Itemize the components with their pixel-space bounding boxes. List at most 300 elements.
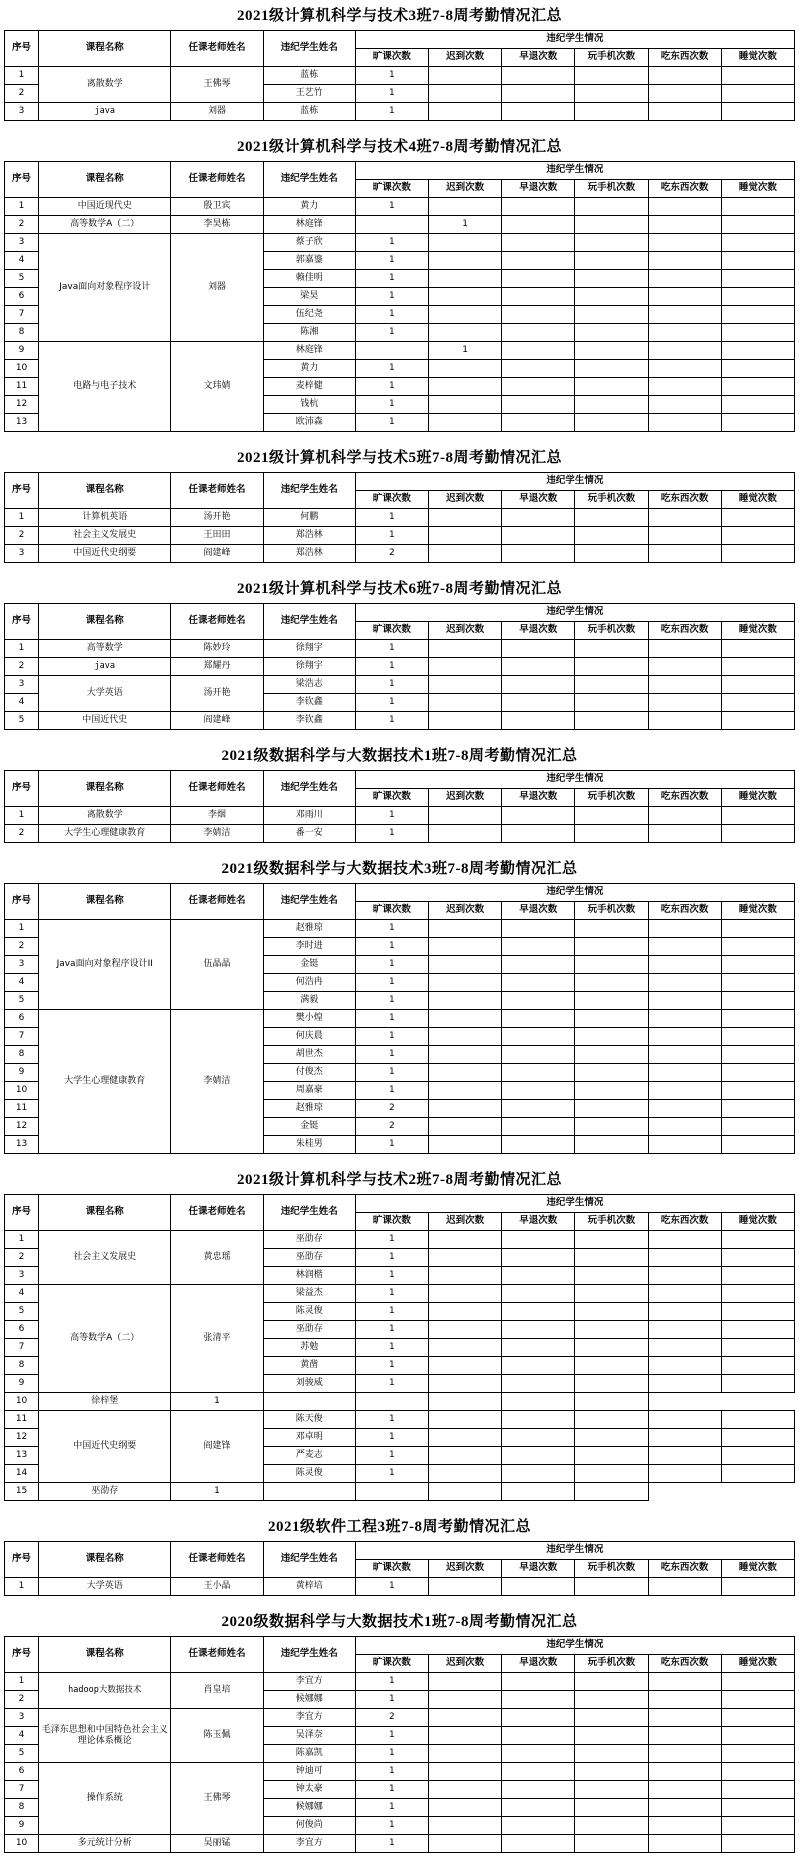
cell-student: 邓雨川 — [263, 807, 355, 825]
cell-violation-4 — [648, 1231, 721, 1249]
cell-student: 李宜方 — [263, 1709, 355, 1727]
cell-violation-5 — [721, 324, 794, 342]
header-course: 课程名称 — [39, 884, 171, 920]
cell-violation-4 — [648, 658, 721, 676]
cell-violation-5 — [721, 1321, 794, 1339]
cell-violation-3 — [575, 992, 648, 1010]
cell-violation-1 — [429, 992, 502, 1010]
header-student: 违纪学生姓名 — [263, 162, 355, 198]
cell-violation-3 — [429, 1483, 502, 1501]
header-violation-group: 违纪学生情况 — [355, 884, 794, 902]
cell-course: 多元统计分析 — [39, 1835, 171, 1853]
cell-violation-0: 2 — [355, 545, 428, 563]
cell-violation-5 — [721, 1118, 794, 1136]
cell-violation-5 — [721, 234, 794, 252]
cell-violation-4 — [648, 306, 721, 324]
cell-violation-5 — [721, 825, 794, 843]
cell-student: 黄力 — [263, 198, 355, 216]
cell-course: 大学生心理健康教育 — [39, 825, 171, 843]
cell-violation-2 — [502, 1028, 575, 1046]
cell-violation-5 — [721, 1411, 794, 1429]
cell-violation-0 — [355, 216, 428, 234]
cell-violation-4 — [648, 1763, 721, 1781]
cell-violation-1 — [429, 198, 502, 216]
cell-student: 郑浩林 — [263, 527, 355, 545]
cell-violation-5 — [721, 992, 794, 1010]
cell-violation-5 — [721, 306, 794, 324]
cell-violation-4 — [648, 270, 721, 288]
block-title: 2021级计算机科学与技术6班7-8周考勤情况汇总 — [237, 581, 562, 597]
cell-violation-0: 1 — [355, 306, 428, 324]
cell-violation-0: 1 — [355, 1429, 428, 1447]
cell-student: 周嘉豪 — [263, 1082, 355, 1100]
cell-violation-1 — [429, 527, 502, 545]
cell-no: 10 — [5, 1835, 39, 1853]
cell-violation-0: 1 — [355, 1781, 428, 1799]
cell-violation-5 — [721, 509, 794, 527]
cell-violation-5 — [721, 396, 794, 414]
cell-violation-2 — [502, 103, 575, 121]
cell-violation-1 — [429, 1447, 502, 1465]
header-violation-1: 迟到次数 — [429, 49, 502, 67]
cell-violation-2 — [502, 1046, 575, 1064]
cell-student: 徐翔宇 — [263, 658, 355, 676]
cell-violation-2 — [502, 640, 575, 658]
table-row — [5, 712, 795, 730]
cell-teacher: 伍晶晶 — [171, 920, 263, 1010]
header-violation-5: 睡觉次数 — [721, 1655, 794, 1673]
header-no: 序号 — [5, 884, 39, 920]
cell-violation-4 — [648, 1799, 721, 1817]
cell-violation-5 — [721, 712, 794, 730]
cell-student: 何浩冉 — [263, 974, 355, 992]
cell-student: 李宜方 — [263, 1835, 355, 1853]
cell-course: hadoop大数据技术 — [39, 1673, 171, 1709]
cell-violation-4 — [648, 342, 721, 360]
cell-no: 3 — [5, 676, 39, 694]
cell-violation-1 — [429, 1010, 502, 1028]
cell-student: 番一安 — [263, 825, 355, 843]
cell-student: 梁浩志 — [263, 676, 355, 694]
cell-violation-3 — [575, 378, 648, 396]
cell-violation-4 — [648, 527, 721, 545]
header-violation-0: 旷课次数 — [355, 902, 428, 920]
cell-student: 巫劭存 — [39, 1483, 171, 1501]
cell-violation-2 — [502, 938, 575, 956]
cell-course: 高等数学A（二） — [39, 1285, 171, 1393]
header-course: 课程名称 — [39, 1542, 171, 1578]
table-row — [5, 1483, 795, 1501]
header-violation-2: 早退次数 — [502, 491, 575, 509]
attendance-block — [4, 1511, 795, 1596]
table-row — [5, 658, 795, 676]
cell-teacher: 吴丽锰 — [171, 1835, 263, 1853]
cell-violation-1 — [429, 288, 502, 306]
header-violation-4: 吃东西次数 — [648, 622, 721, 640]
cell-violation-3 — [575, 1118, 648, 1136]
table-row — [5, 342, 795, 360]
table-row — [5, 1673, 795, 1691]
header-student: 违纪学生姓名 — [263, 604, 355, 640]
cell-violation-2 — [502, 1357, 575, 1375]
cell-no: 7 — [5, 1028, 39, 1046]
cell-teacher: 陈玉佩 — [171, 1709, 263, 1763]
cell-violation-3 — [575, 1028, 648, 1046]
table-row — [5, 545, 795, 563]
cell-violation-5 — [721, 1835, 794, 1853]
cell-violation-1 — [429, 1673, 502, 1691]
cell-violation-0: 1 — [355, 938, 428, 956]
cell-student: 付俊杰 — [263, 1064, 355, 1082]
cell-violation-2 — [502, 1727, 575, 1745]
cell-student: 黄力 — [263, 360, 355, 378]
cell-no: 7 — [5, 1781, 39, 1799]
header-violation-0: 旷课次数 — [355, 789, 428, 807]
cell-no: 5 — [5, 270, 39, 288]
cell-violation-5 — [721, 1136, 794, 1154]
cell-violation-1 — [429, 1249, 502, 1267]
cell-violation-1 — [429, 1745, 502, 1763]
cell-teacher: 刘器 — [171, 103, 263, 121]
cell-no: 1 — [5, 67, 39, 85]
attendance-block — [4, 573, 795, 730]
header-violation-2: 早退次数 — [502, 789, 575, 807]
cell-violation-5 — [721, 1064, 794, 1082]
header-violation-group: 违纪学生情况 — [355, 473, 794, 491]
cell-violation-5 — [721, 938, 794, 956]
header-course: 课程名称 — [39, 604, 171, 640]
cell-student: 赵雅琼 — [263, 920, 355, 938]
cell-violation-4 — [648, 1249, 721, 1267]
cell-violation-4 — [648, 1100, 721, 1118]
header-no: 序号 — [5, 31, 39, 67]
header-violation-2: 早退次数 — [502, 902, 575, 920]
cell-no: 2 — [5, 1249, 39, 1267]
cell-teacher: 郑耀丹 — [171, 658, 263, 676]
cell-violation-5 — [721, 807, 794, 825]
cell-student: 黄凿 — [263, 1357, 355, 1375]
attendance-block — [4, 853, 795, 1154]
cell-student: 欧沛森 — [263, 414, 355, 432]
cell-violation-1 — [429, 1578, 502, 1596]
cell-violation-3 — [575, 1010, 648, 1028]
cell-violation-4 — [648, 234, 721, 252]
header-violation-0: 旷课次数 — [355, 1655, 428, 1673]
header-course: 课程名称 — [39, 162, 171, 198]
cell-student: 陈灵俊 — [263, 1303, 355, 1321]
cell-violation-1 — [429, 694, 502, 712]
cell-violation-2 — [502, 1799, 575, 1817]
cell-violation-2 — [502, 1375, 575, 1393]
cell-violation-0: 1 — [355, 252, 428, 270]
cell-student: 朱桂男 — [263, 1136, 355, 1154]
cell-violation-4 — [648, 1285, 721, 1303]
cell-violation-1 — [429, 1709, 502, 1727]
cell-violation-4 — [648, 1010, 721, 1028]
header-course: 课程名称 — [39, 1637, 171, 1673]
cell-no: 11 — [5, 1100, 39, 1118]
cell-violation-0: 2 — [355, 1100, 428, 1118]
cell-no: 6 — [5, 1763, 39, 1781]
header-violation-5: 睡觉次数 — [721, 622, 794, 640]
cell-violation-4 — [648, 676, 721, 694]
cell-violation-4 — [648, 694, 721, 712]
header-violation-1: 迟到次数 — [429, 1560, 502, 1578]
cell-violation-3 — [575, 306, 648, 324]
cell-violation-5 — [721, 1447, 794, 1465]
cell-violation-0: 1 — [355, 1727, 428, 1745]
header-violation-5: 睡觉次数 — [721, 1560, 794, 1578]
cell-violation-1 — [429, 1817, 502, 1835]
header-teacher: 任课老师姓名 — [171, 604, 263, 640]
cell-violation-0: 1 — [355, 1817, 428, 1835]
cell-violation-4 — [648, 1578, 721, 1596]
header-course: 课程名称 — [39, 473, 171, 509]
cell-student: 蓝栋 — [263, 103, 355, 121]
table-row — [5, 216, 795, 234]
cell-violation-2 — [502, 1745, 575, 1763]
cell-violation-1 — [429, 1429, 502, 1447]
cell-violation-3 — [575, 1375, 648, 1393]
cell-student: 王艺竹 — [263, 85, 355, 103]
cell-no: 7 — [5, 306, 39, 324]
cell-student: 陈灵俊 — [263, 1465, 355, 1483]
table-row — [5, 1231, 795, 1249]
table-row — [5, 1411, 795, 1429]
cell-violation-0: 1 — [355, 414, 428, 432]
cell-violation-3 — [575, 712, 648, 730]
cell-violation-1 — [429, 545, 502, 563]
cell-violation-0: 1 — [355, 1835, 428, 1853]
cell-violation-4 — [648, 1303, 721, 1321]
cell-violation-5 — [721, 1727, 794, 1745]
header-violation-3: 玩手机次数 — [575, 49, 648, 67]
cell-violation-5 — [721, 1429, 794, 1447]
cell-violation-0: 1 — [355, 378, 428, 396]
cell-violation-4 — [648, 252, 721, 270]
cell-violation-0: 1 — [355, 1267, 428, 1285]
cell-violation-4 — [648, 640, 721, 658]
cell-violation-0: 1 — [355, 1136, 428, 1154]
header-violation-0: 旷课次数 — [355, 180, 428, 198]
cell-student: 梁昊 — [263, 288, 355, 306]
cell-violation-1 — [429, 324, 502, 342]
cell-violation-2 — [502, 1447, 575, 1465]
cell-no: 8 — [5, 324, 39, 342]
cell-student: 何庆晨 — [263, 1028, 355, 1046]
cell-student: 陈天俊 — [263, 1411, 355, 1429]
cell-violation-3 — [575, 1799, 648, 1817]
header-student: 违纪学生姓名 — [263, 884, 355, 920]
cell-course: 大学生心理健康教育 — [39, 1010, 171, 1154]
cell-violation-5 — [721, 1339, 794, 1357]
cell-violation-2 — [502, 1673, 575, 1691]
cell-violation-0: 1 — [355, 1028, 428, 1046]
header-violation-3: 玩手机次数 — [575, 622, 648, 640]
cell-violation-3 — [575, 1691, 648, 1709]
cell-teacher: 阎建峰 — [171, 545, 263, 563]
cell-violation-0: 1 — [355, 1673, 428, 1691]
cell-violation-5 — [721, 1709, 794, 1727]
cell-violation-5 — [721, 1745, 794, 1763]
cell-violation-4 — [648, 1691, 721, 1709]
cell-violation-4 — [648, 956, 721, 974]
cell-student: 樊小煌 — [263, 1010, 355, 1028]
header-teacher: 任课老师姓名 — [171, 162, 263, 198]
header-violation-1: 迟到次数 — [429, 902, 502, 920]
table-row — [5, 103, 795, 121]
table-row — [5, 825, 795, 843]
cell-student: 李钦鑫 — [263, 694, 355, 712]
cell-violation-2 — [502, 1781, 575, 1799]
cell-violation-4 — [502, 1483, 575, 1501]
cell-violation-1 — [429, 103, 502, 121]
cell-teacher: 王田田 — [171, 527, 263, 545]
cell-teacher: 王佛琴 — [171, 67, 263, 103]
header-violation-5: 睡觉次数 — [721, 789, 794, 807]
table-row — [5, 920, 795, 938]
cell-teacher: 李烟 — [171, 807, 263, 825]
cell-violation-4 — [648, 1781, 721, 1799]
cell-no: 1 — [5, 198, 39, 216]
cell-no: 3 — [5, 103, 39, 121]
cell-violation-5 — [721, 1673, 794, 1691]
cell-violation-5 — [721, 1465, 794, 1483]
cell-violation-2 — [502, 920, 575, 938]
cell-violation-4 — [648, 1447, 721, 1465]
cell-violation-0: 1 — [355, 1357, 428, 1375]
cell-student: 何俊尚 — [263, 1817, 355, 1835]
cell-student: 徐翔宇 — [263, 640, 355, 658]
cell-violation-3 — [575, 509, 648, 527]
cell-no: 6 — [5, 1321, 39, 1339]
cell-violation-4 — [648, 198, 721, 216]
cell-violation-3 — [575, 270, 648, 288]
cell-violation-4 — [648, 1375, 721, 1393]
cell-violation-4 — [648, 378, 721, 396]
cell-student: 郭嘉鎏 — [263, 252, 355, 270]
cell-violation-1 — [429, 1028, 502, 1046]
cell-course: 中国近代史 — [39, 712, 171, 730]
cell-course: 社会主义发展史 — [39, 1231, 171, 1285]
cell-student: 黄梓培 — [263, 1578, 355, 1596]
cell-violation-1 — [429, 396, 502, 414]
header-violation-5: 睡觉次数 — [721, 1213, 794, 1231]
cell-violation-3 — [575, 1267, 648, 1285]
cell-violation-1 — [429, 1727, 502, 1745]
cell-course: java — [39, 103, 171, 121]
cell-teacher: 李婧洁 — [171, 1010, 263, 1154]
cell-violation-1 — [429, 1118, 502, 1136]
cell-violation-2 — [502, 1010, 575, 1028]
cell-no: 8 — [5, 1799, 39, 1817]
cell-student: 郑浩林 — [263, 545, 355, 563]
cell-violation-0: 1 — [355, 1447, 428, 1465]
cell-violation-5 — [721, 1082, 794, 1100]
cell-no: 10 — [5, 360, 39, 378]
block-title: 2021级计算机科学与技术2班7-8周考勤情况汇总 — [237, 1172, 562, 1188]
cell-violation-1 — [429, 825, 502, 843]
header-violation-4: 吃东西次数 — [648, 180, 721, 198]
block-title: 2021级计算机科学与技术4班7-8周考勤情况汇总 — [237, 139, 562, 155]
cell-violation-4 — [648, 1118, 721, 1136]
cell-student: 陈湘 — [263, 324, 355, 342]
cell-violation-4 — [648, 1465, 721, 1483]
cell-violation-4 — [648, 974, 721, 992]
cell-no: 6 — [5, 1010, 39, 1028]
attendance-table — [4, 1636, 795, 1853]
cell-violation-1: 1 — [429, 342, 502, 360]
cell-no: 12 — [5, 396, 39, 414]
cell-violation-0: 1 — [355, 640, 428, 658]
cell-violation-3 — [575, 1781, 648, 1799]
cell-violation-5 — [721, 67, 794, 85]
cell-course: 电路与电子技术 — [39, 342, 171, 432]
cell-violation-3 — [575, 545, 648, 563]
attendance-block — [4, 1164, 795, 1501]
cell-violation-0: 1 — [355, 85, 428, 103]
cell-violation-1 — [429, 234, 502, 252]
cell-no: 3 — [5, 545, 39, 563]
cell-violation-4 — [648, 1429, 721, 1447]
cell-violation-5 — [721, 974, 794, 992]
header-violation-2: 早退次数 — [502, 622, 575, 640]
cell-violation-0: 1 — [171, 1393, 263, 1411]
block-title: 2021级数据科学与大数据技术3班7-8周考勤情况汇总 — [221, 861, 578, 877]
cell-violation-2 — [502, 1691, 575, 1709]
cell-no: 2 — [5, 938, 39, 956]
attendance-blocks-container — [4, 0, 795, 1853]
cell-violation-5 — [721, 956, 794, 974]
cell-no: 2 — [5, 1691, 39, 1709]
cell-violation-0: 1 — [355, 1411, 428, 1429]
cell-violation-3 — [575, 1447, 648, 1465]
cell-violation-5 — [721, 103, 794, 121]
cell-violation-5 — [721, 920, 794, 938]
cell-course: 大学英语 — [39, 676, 171, 712]
cell-violation-1 — [429, 1835, 502, 1853]
cell-student: 钟太豪 — [263, 1781, 355, 1799]
cell-course: 操作系统 — [39, 1763, 171, 1835]
cell-student: 吴泽奈 — [263, 1727, 355, 1745]
cell-violation-2 — [502, 1763, 575, 1781]
table-row — [5, 1709, 795, 1727]
cell-violation-0: 1 — [355, 396, 428, 414]
cell-violation-2 — [502, 67, 575, 85]
cell-student: 梁益杰 — [263, 1285, 355, 1303]
cell-no: 2 — [5, 85, 39, 103]
header-violation-1: 迟到次数 — [429, 491, 502, 509]
cell-violation-2 — [502, 234, 575, 252]
cell-no: 2 — [5, 825, 39, 843]
header-teacher: 任课老师姓名 — [171, 884, 263, 920]
header-violation-2: 早退次数 — [502, 49, 575, 67]
cell-student: 金铤 — [263, 1118, 355, 1136]
table-row — [5, 527, 795, 545]
table-row — [5, 1578, 795, 1596]
table-row — [5, 676, 795, 694]
header-student: 违纪学生姓名 — [263, 1195, 355, 1231]
cell-violation-1 — [429, 1285, 502, 1303]
cell-no: 8 — [5, 1046, 39, 1064]
cell-violation-0: 1 — [355, 694, 428, 712]
cell-violation-1 — [429, 67, 502, 85]
cell-violation-4 — [648, 1835, 721, 1853]
cell-no: 2 — [5, 658, 39, 676]
cell-violation-2 — [502, 545, 575, 563]
cell-violation-5 — [721, 252, 794, 270]
cell-student: 陈嘉凯 — [263, 1745, 355, 1763]
